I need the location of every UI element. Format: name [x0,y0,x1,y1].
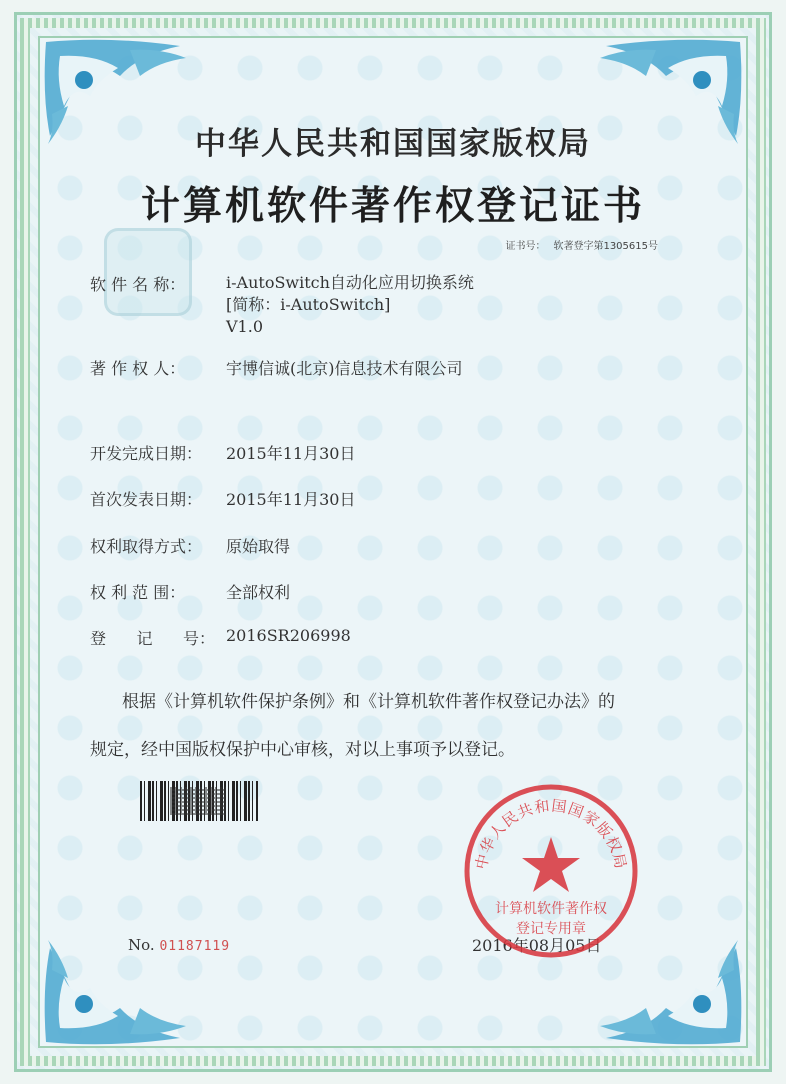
statement-line-1: 根据《计算机软件保护条例》和《计算机软件著作权登记办法》的 [122,692,615,712]
field-software-name [90,272,474,338]
field-label: 开发完成日期： [90,444,203,463]
field-owner [90,356,463,379]
field-label: 登 记 号： [90,629,216,648]
field-value: 2015年11月30日 [226,490,356,509]
serial-value: 01187119 [159,939,231,954]
field-dev-date [90,441,355,464]
software-name-line: i-AutoSwitch自动化应用切换系统 [226,273,474,292]
seal-outer-text: 中华人民共和国国家版权局 [472,796,630,871]
issuing-authority: 中华人民共和国国家版权局 [195,126,591,162]
seal-inner-text-2: 登记专用章 [516,921,586,937]
field-label: 著 作 权 人： [90,359,186,378]
field-pub-date [90,487,355,510]
field-registration-number [90,626,351,649]
field-label: 权利取得方式： [90,537,203,556]
official-seal-icon [461,781,641,961]
field-rights-scope [90,580,290,603]
serial-label: No. [128,936,155,954]
certificate-number-value: 软著登字第1305615号 [553,241,658,252]
field-value: 2016SR206998 [226,626,351,645]
certificate-number-label: 证书号： [505,241,546,252]
field-value [226,272,474,338]
field-acquire-method [90,534,290,557]
field-label: 软 件 名 称： [90,275,186,294]
certificate-title: 计算机软件著作权登记证书 [140,183,645,229]
corner-ornament-icon [40,938,190,1048]
field-label: 权 利 范 围： [90,583,186,602]
software-version-line: V1.0 [226,317,263,336]
field-value: 原始取得 [226,537,291,556]
field-value: 全部权利 [226,583,291,602]
serial-number [128,936,230,954]
seal-inner-text-1: 计算机软件著作权 [495,901,607,917]
field-label: 首次发表日期： [90,490,203,509]
barcode [140,781,258,821]
field-value: 宇博信诚(北京)信息技术有限公司 [226,359,463,378]
field-value: 2015年11月30日 [226,444,356,463]
certificate-number [505,237,658,252]
statement-line-2: 规定，经中国版权保护中心审核，对以上事项予以登记。 [90,740,515,760]
issue-date: 2016年08月05日 [472,936,602,955]
software-short-name-line: [简称：i-AutoSwitch] [226,295,391,314]
